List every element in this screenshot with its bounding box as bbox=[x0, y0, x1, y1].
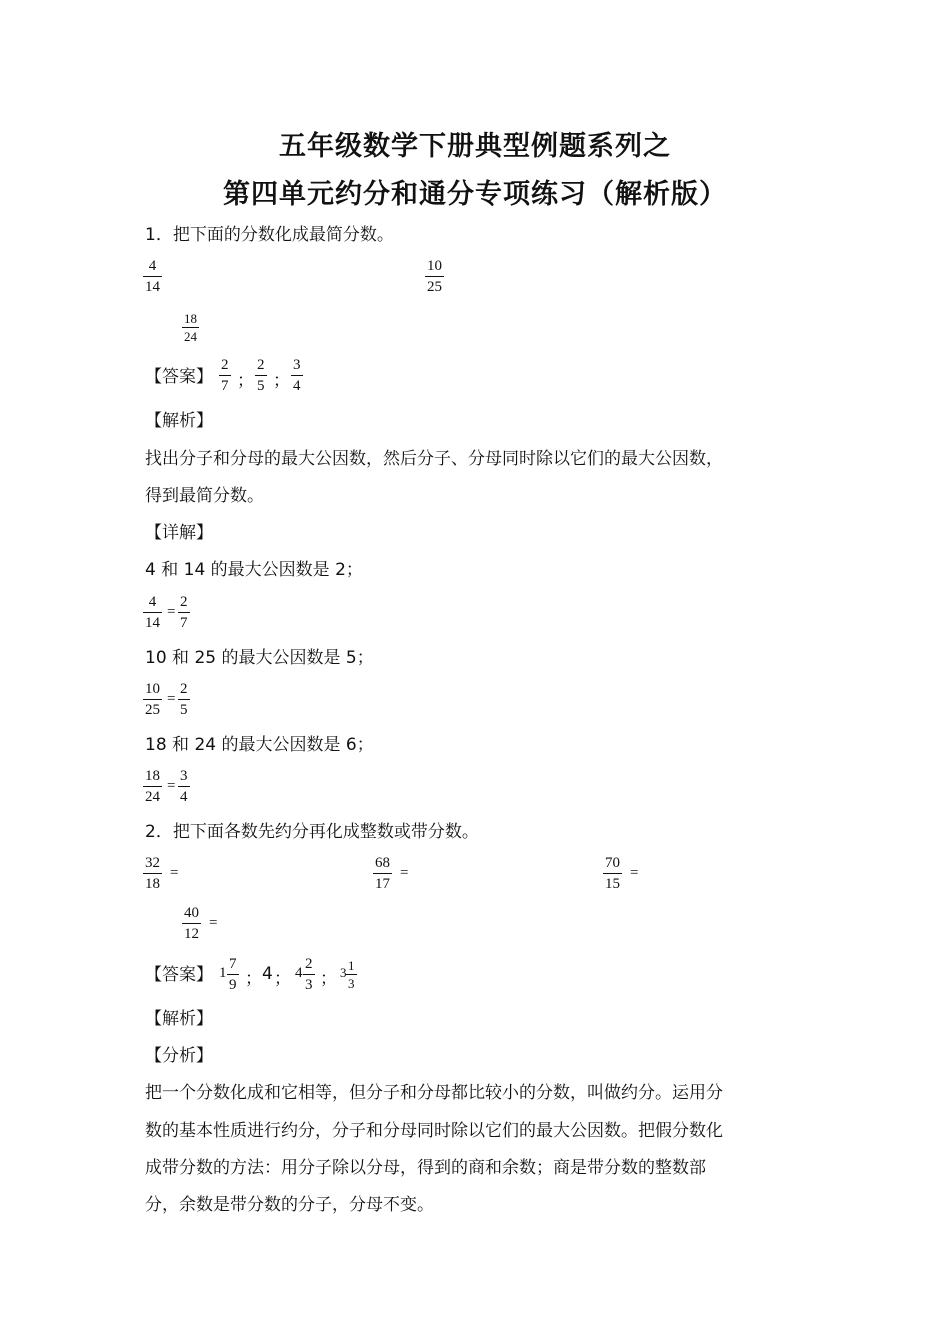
q1-step-2-lhs bbox=[143, 680, 162, 720]
numerator: 40 bbox=[182, 904, 201, 924]
denominator: 7 bbox=[180, 615, 188, 631]
title-line-2: 第四单元约分和通分专项练习（解析版） bbox=[223, 179, 727, 210]
q1-prompt: 1．把下面的分数化成最简分数。 bbox=[145, 225, 394, 245]
numerator: 18 bbox=[184, 311, 197, 326]
denominator: 5 bbox=[180, 702, 188, 718]
q2-answer-label: 【答案】 bbox=[145, 965, 213, 985]
denominator: 7 bbox=[221, 378, 229, 394]
q2-fraction-2 bbox=[373, 854, 392, 894]
denominator: 12 bbox=[184, 926, 199, 942]
equals-sign: = bbox=[209, 915, 218, 931]
denominator: 4 bbox=[293, 378, 301, 394]
numerator: 3 bbox=[291, 356, 303, 376]
equals-sign: = bbox=[167, 778, 176, 794]
q1-fraction-1 bbox=[143, 257, 162, 297]
q1-answer-1 bbox=[219, 356, 231, 396]
q1-analysis-label: 【解析】 bbox=[145, 411, 213, 431]
q2-analysis-label: 【解析】 bbox=[145, 1009, 213, 1029]
denominator: 3 bbox=[348, 976, 355, 991]
q1-step-2-rhs bbox=[178, 680, 190, 720]
denominator: 25 bbox=[427, 279, 442, 295]
q1-step-3-rhs bbox=[178, 767, 190, 807]
numerator: 4 bbox=[143, 257, 162, 277]
q1-step-3-text: 18 和 24 的最大公因数是 6； bbox=[145, 735, 374, 755]
mixed-whole: 3 bbox=[340, 965, 347, 980]
q1-step-3-lhs bbox=[143, 767, 162, 807]
q1-step-1-rhs bbox=[178, 593, 190, 633]
q2-answer-1-fraction bbox=[227, 955, 239, 995]
title-line-1: 五年级数学下册典型例题系列之 bbox=[279, 131, 671, 162]
q2-fenxi-line-4: 分，余数是带分数的分子，分母不变。 bbox=[145, 1195, 434, 1215]
q2-fraction-1 bbox=[143, 854, 162, 894]
numerator: 18 bbox=[143, 767, 162, 787]
q1-step-1-text: 4 和 14 的最大公因数是 2； bbox=[145, 560, 363, 580]
q1-analysis-line-1: 找出分子和分母的最大公因数，然后分子、分母同时除以它们的最大公因数， bbox=[145, 449, 723, 469]
denominator: 25 bbox=[145, 702, 160, 718]
numerator: 10 bbox=[425, 257, 444, 277]
separator: ； bbox=[274, 969, 291, 989]
separator: ； bbox=[245, 969, 262, 989]
numerator: 32 bbox=[143, 854, 162, 874]
numerator: 1 bbox=[348, 958, 355, 973]
denominator: 4 bbox=[180, 789, 188, 805]
mixed-whole: 1 bbox=[219, 965, 227, 981]
q1-detail-label: 【详解】 bbox=[145, 523, 213, 543]
q2-fraction-3 bbox=[603, 854, 622, 894]
numerator: 70 bbox=[603, 854, 622, 874]
q1-answer-2 bbox=[255, 356, 267, 396]
denominator: 18 bbox=[145, 876, 160, 892]
q2-answer-3-fraction bbox=[303, 955, 315, 995]
mixed-whole: 4 bbox=[295, 965, 303, 981]
separator: ； bbox=[320, 969, 337, 989]
equals-sign: = bbox=[400, 865, 409, 881]
equals-sign: = bbox=[167, 691, 176, 707]
equals-sign: = bbox=[170, 865, 179, 881]
q2-answer-4-fraction bbox=[346, 958, 357, 992]
numerator: 4 bbox=[143, 593, 162, 613]
denominator: 15 bbox=[605, 876, 620, 892]
q2-answer-2: 4 bbox=[262, 964, 273, 984]
denominator: 14 bbox=[145, 279, 160, 295]
numerator: 10 bbox=[143, 680, 162, 700]
q1-step-2-text: 10 和 25 的最大公因数是 5； bbox=[145, 648, 374, 668]
numerator: 68 bbox=[373, 854, 392, 874]
numerator: 2 bbox=[219, 356, 231, 376]
denominator: 5 bbox=[257, 378, 265, 394]
numerator: 2 bbox=[303, 955, 315, 975]
numerator: 3 bbox=[178, 767, 190, 787]
denominator: 3 bbox=[305, 977, 313, 993]
numerator: 2 bbox=[178, 593, 190, 613]
denominator: 24 bbox=[145, 789, 160, 805]
numerator: 2 bbox=[178, 680, 190, 700]
q1-analysis-line-2: 得到最简分数。 bbox=[145, 486, 264, 506]
q2-fraction-4 bbox=[182, 904, 201, 944]
q1-answer-3 bbox=[291, 356, 303, 396]
denominator: 9 bbox=[229, 977, 237, 993]
denominator: 17 bbox=[375, 876, 390, 892]
q2-prompt: 2．把下面各数先约分再化成整数或带分数。 bbox=[145, 822, 479, 842]
denominator: 24 bbox=[184, 329, 197, 344]
q2-fenxi-label: 【分析】 bbox=[145, 1046, 213, 1066]
separator: ； bbox=[237, 371, 254, 391]
denominator: 14 bbox=[145, 615, 160, 631]
q1-step-1-lhs bbox=[143, 593, 162, 633]
q2-fenxi-line-1: 把一个分数化成和它相等，但分子和分母都比较小的分数，叫做约分。运用分 bbox=[145, 1083, 723, 1103]
separator: ； bbox=[273, 371, 290, 391]
q2-fenxi-line-2: 数的基本性质进行约分，分子和分母同时除以它们的最大公因数。把假分数化 bbox=[145, 1121, 723, 1141]
numerator: 7 bbox=[227, 955, 239, 975]
equals-sign: = bbox=[167, 604, 176, 620]
q1-fraction-2 bbox=[425, 257, 444, 297]
q1-fraction-3 bbox=[182, 311, 199, 345]
numerator: 2 bbox=[255, 356, 267, 376]
q2-fenxi-line-3: 成带分数的方法：用分子除以分母，得到的商和余数；商是带分数的整数部 bbox=[145, 1158, 706, 1178]
equals-sign: = bbox=[630, 865, 639, 881]
q1-answer-label: 【答案】 bbox=[145, 367, 213, 387]
